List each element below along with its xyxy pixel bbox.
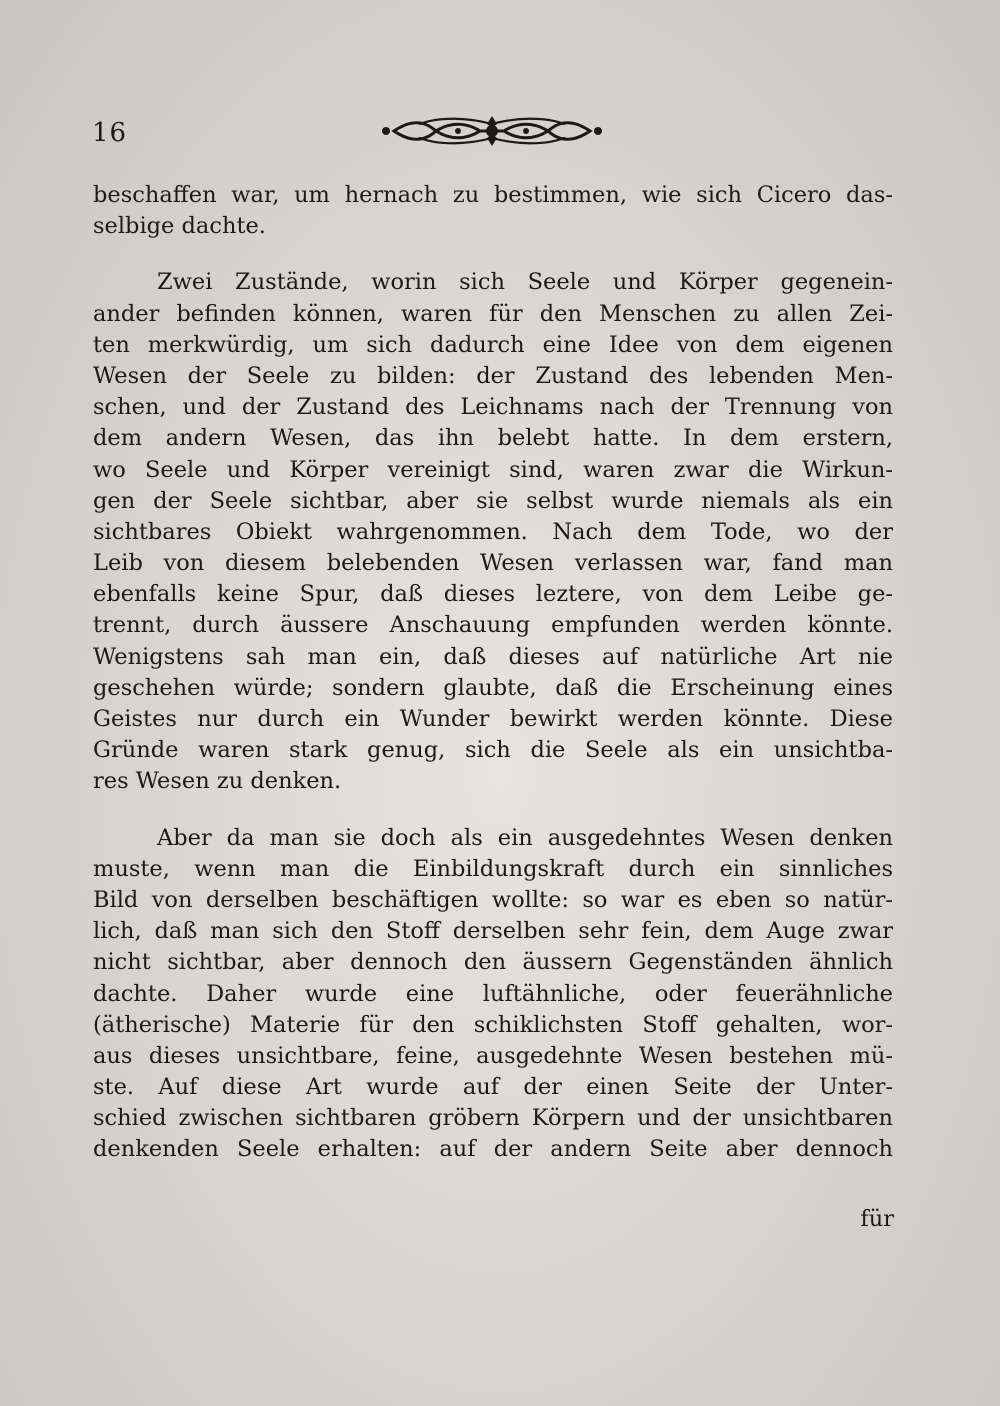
catchword: für: [860, 1206, 894, 1232]
text-line: geschehen würde; sondern glaubte, daß die Erscheinung eines: [93, 674, 893, 701]
text-line: lich, daß man sich den Stoff derselben sehr fein, dem Auge zwar: [93, 918, 893, 945]
body-text: [93, 180, 893, 1166]
text-line: ten merkwürdig, um sich dadurch eine Idee von dem eigenen: [93, 331, 893, 358]
text-line: denkenden Seele erhalten: auf der andern Seite aber dennoch: [93, 1136, 893, 1163]
text-line: selbige dachte.: [93, 213, 266, 240]
text-line: Geistes nur durch ein Wunder bewirkt werden könnte. Diese: [93, 706, 893, 732]
text-line: Bild von derselben beschäftigen wollte: so war es eben so natür-: [93, 886, 893, 913]
text-line: muste, wenn man die Einbildungskraft durch ein sinnliches: [93, 855, 893, 882]
text-line: ebenfalls keine Spur, daß dieses leztere, von dem Leibe ge-: [93, 581, 893, 608]
text-line: Wenigstens sah man ein, daß dieses auf natürliche Art nie: [93, 643, 893, 670]
text-line: Aber da man sie doch als ein ausgedehntes Wesen denken: [157, 824, 893, 851]
text-line: Gründe waren stark genug, sich die Seele als ein unsichtba-: [93, 737, 893, 764]
text-line: trennt, durch äussere Anschauung empfunden werden könnte.: [93, 612, 893, 639]
text-line: wo Seele und Körper vereinigt sind, waren zwar die Wirkun-: [93, 456, 893, 483]
text-line: Wesen der Seele zu bilden: der Zustand des lebenden Men-: [93, 362, 893, 389]
text-line: sichtbares Obiekt wahrgenommen. Nach dem Tode, wo der: [93, 518, 893, 545]
text-line: schen, und der Zustand des Leichnams nach der Trennung von: [93, 394, 893, 421]
text-line: res Wesen zu denken.: [93, 768, 342, 795]
text-line: ander befinden können, waren für den Menschen zu allen Zei-: [93, 300, 893, 327]
text-line: gen der Seele sichtbar, aber sie selbst wurde niemals als ein: [93, 487, 893, 514]
text-line: Leib von diesem belebenden Wesen verlassen war, fand man: [93, 550, 893, 577]
text-line: dem andern Wesen, das ihn belebt hatte. In dem erstern,: [93, 425, 893, 452]
text-line: (ätherische) Materie für den schiklichsten Stoff gehalten, wor-: [93, 1011, 893, 1038]
text-line: dachte. Daher wurde eine luftähnliche, oder feuerähnliche: [93, 980, 893, 1007]
text-line: Zwei Zustände, worin sich Seele und Körper gegenein-: [157, 269, 893, 296]
text-line: ste. Auf diese Art wurde auf der einen Seite der Unter-: [93, 1074, 893, 1101]
text-line: schied zwischen sichtbaren gröbern Körpern und der unsichtbaren: [93, 1105, 893, 1132]
text-line: beschaffen war, um hernach zu bestimmen, wie sich Cicero das-: [93, 182, 893, 208]
text-line: aus dieses unsichtbare, feine, ausgedehnte Wesen bestehen mü-: [93, 1042, 893, 1069]
text-line: nicht sichtbar, aber dennoch den äussern Gegenständen ähnlich: [93, 949, 893, 976]
page-number: 16: [92, 118, 128, 148]
head-ornament-icon: [380, 114, 604, 148]
